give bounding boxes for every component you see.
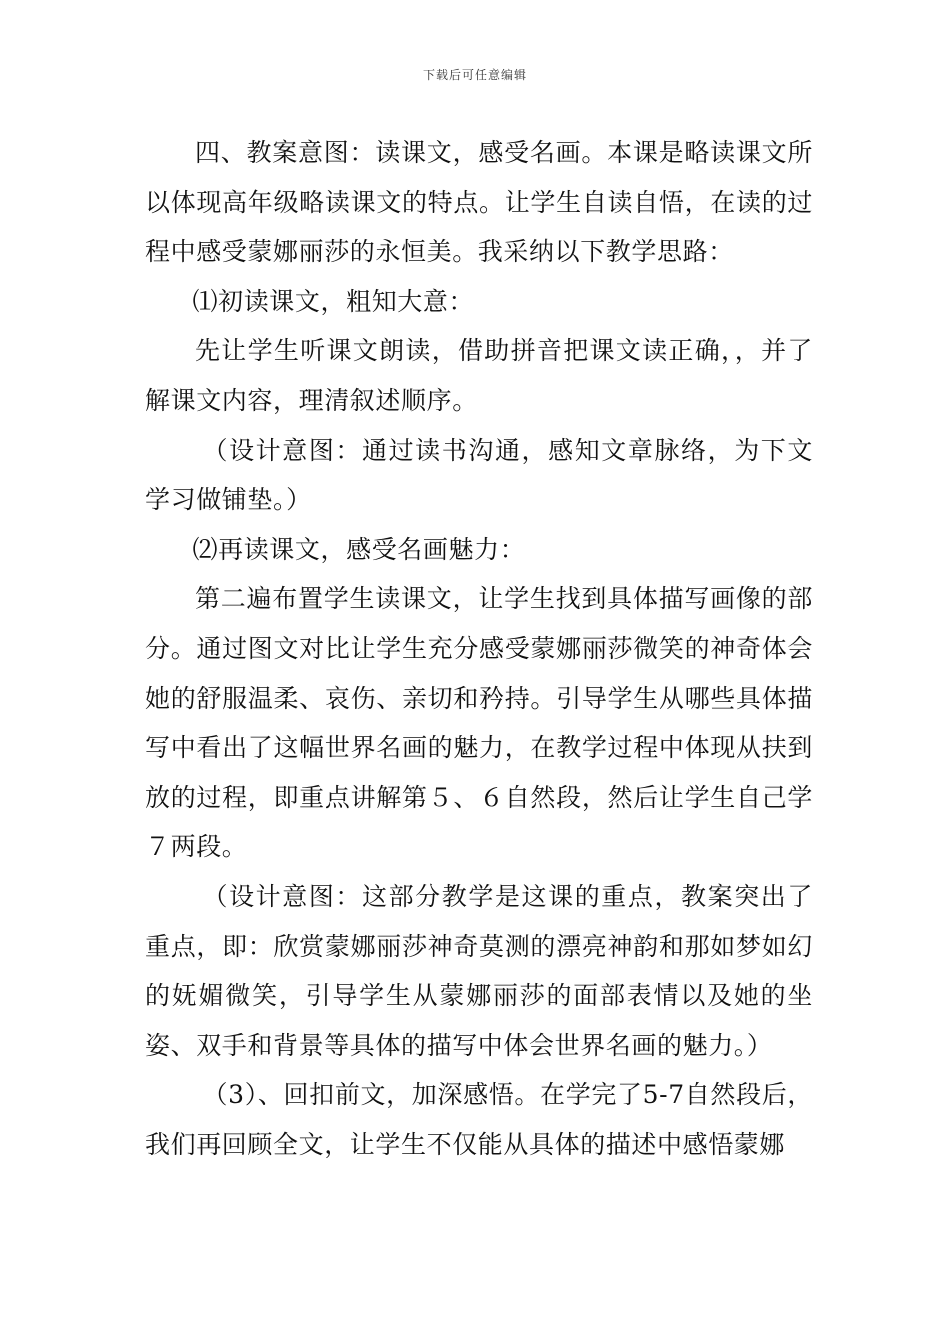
paragraph-teaching-intent: 四、教案意图：读课文，感受名画。本课是略读课文所以体现高年级略读课文的特点。让学生自读自悟，在读的过程中感受蒙娜丽莎的永恒美。我采纳以下教学思路： [145, 138, 813, 267]
paragraph-step-2-design-note: （设计意图：这部分教学是这课的重点，教案突出了重点，即：欣赏蒙娜丽莎神奇莫测的漂亮神韵和那如梦如幻的妩媚微笑，引导学生从蒙娜丽莎的面部表情以及她的坐姿、双手和背景等具体的描写中体会世界名画的魅力。） [145, 881, 813, 1060]
paragraph-step-2-body: 第二遍布置学生读课文，让学生找到具体描写画像的部分。通过图文对比让学生充分感受蒙娜丽莎微笑的神奇体会她的舒服温柔、哀伤、亲切和矜持。引导学生从哪些具体描写中看出了这幅世界名画的魅力，在教学过程中体现从扶到放的过程，即重点讲解第５、６自然段，然后让学生自己学７两段。 [145, 584, 813, 862]
paragraph-step-1-body: 先让学生听课文朗读，借助拼音把课文读正确，，并了解课文内容，理清叙述顺序。 [145, 336, 813, 415]
paragraph-step-3: （3）、回扣前文，加深感悟。在学完了5-7自然段后，我们再回顾全文，让学生不仅能从具体的描述中感悟蒙娜 [145, 1080, 813, 1159]
paragraph-step-1-design-note: （设计意图：通过读书沟通，感知文章脉络，为下文学习做铺垫。） [145, 435, 813, 515]
paragraph-step-1-heading: ⑴初读课文，粗知大意： [192, 286, 475, 316]
document-body [145, 128, 813, 1169]
page-header: 下载后可任意编辑 [422, 68, 527, 82]
paragraph-step-2-heading: ⑵再读课文，感受名画魅力： [192, 534, 526, 564]
